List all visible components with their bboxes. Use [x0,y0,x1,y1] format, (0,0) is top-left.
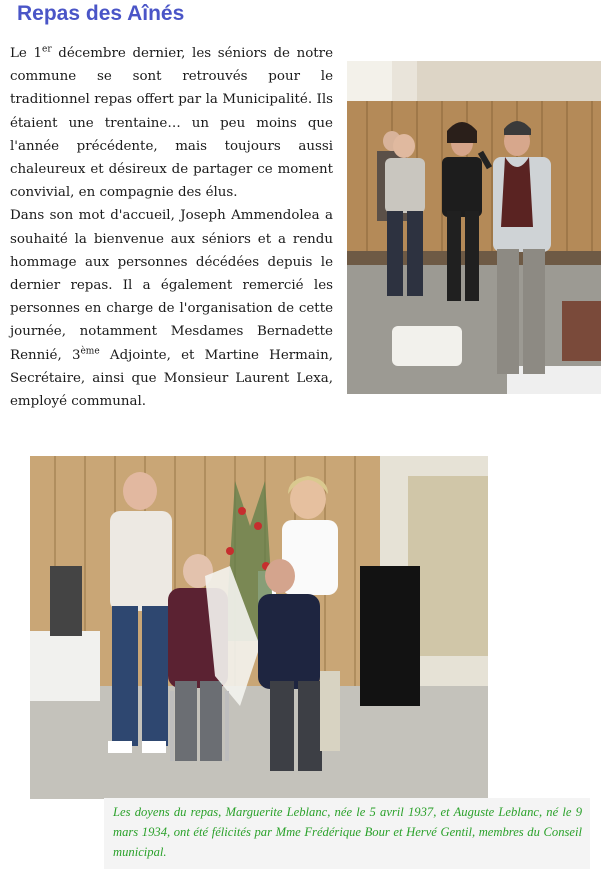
para1-text: décembre dernier, les séniors de notre commune se sont retrouvés pour le traditionnel repas offert par la Municipalité. Ils étaient une trentaine… un peu moins que l'année précédente, mais toujours aussi chaleureux et désireux de partager ce moment convivial, en compagnie des élus. [10,46,333,201]
para1-superscript: er [42,44,52,55]
para2-start: Dans son mot d'accueil, Joseph Ammendolea a souhaité la bienvenue aux séniors et a rendu hommage aux personnes décédées depuis le dernier repas. Il a également remercié les personnes en charge de l'organisation de cette journée, notamment Mesdames Bernadette Rennié, 3 [10,208,333,363]
para1-start: Le 1 [10,46,42,61]
photo-welcome-speech [347,61,601,394]
para2-text: Adjointe, et Martine Hermain, Secrétaire, ainsi que Monsieur Laurent Lexa, employé communal. [10,347,333,410]
article-body [10,42,333,413]
photo-eldest-guests [30,456,488,799]
para2-superscript: ème [80,346,100,357]
article-title: Repas des Aînés [17,2,185,25]
photo-caption: Les doyens du repas, Marguerite Leblanc, née le 5 avril 1937, et Auguste Leblanc, né le 9 mars 1934, ont été félicités par Mme Frédérique Bour et Hervé Gentil, membres du Conseil municipal. [104,798,590,869]
